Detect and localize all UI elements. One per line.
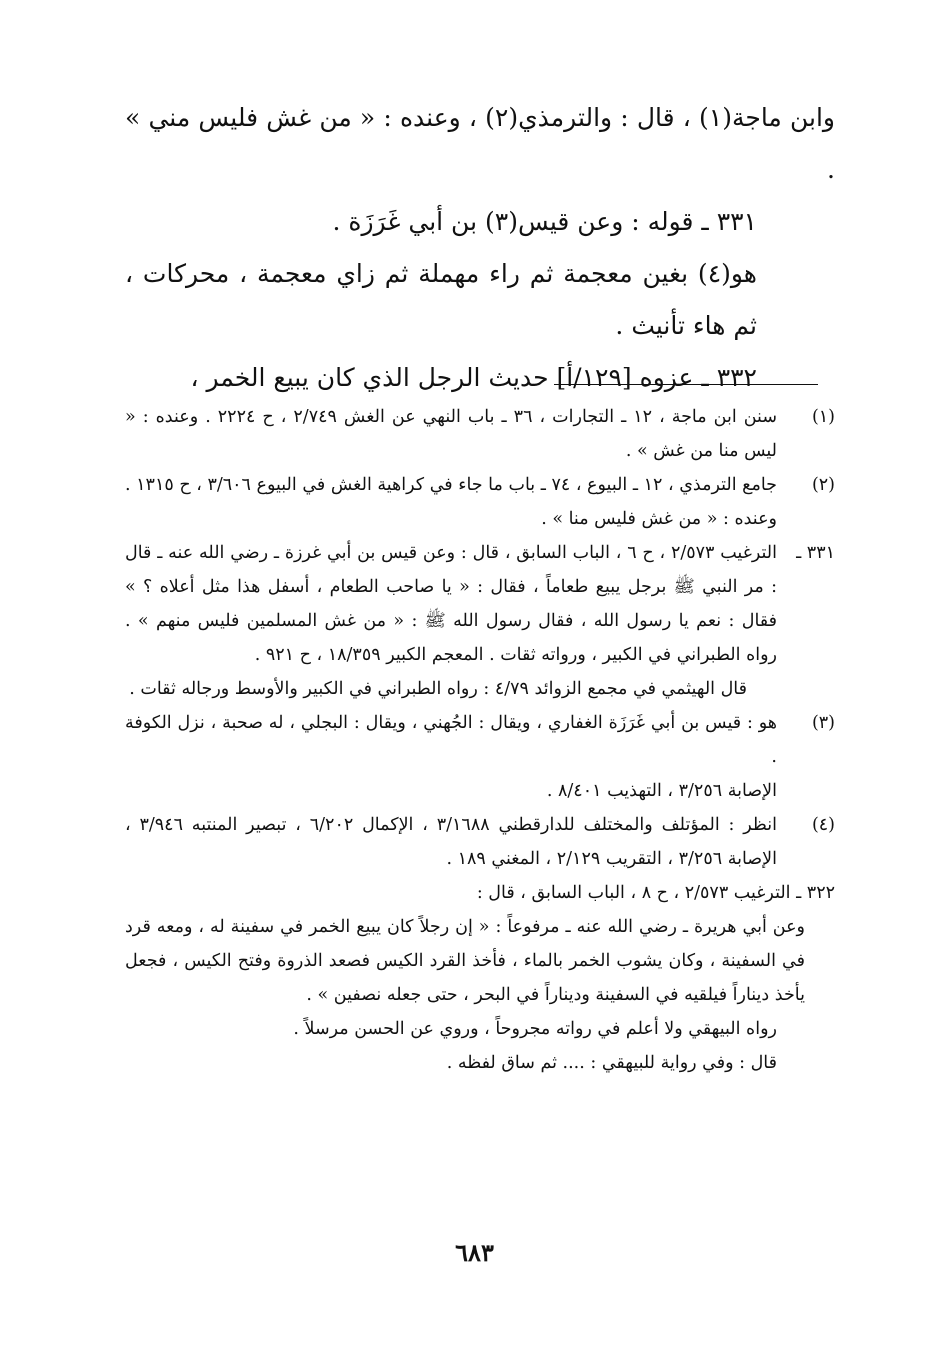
- footnote-text: الترغيب ٢/٥٧٣ ، ح ٦ ، الباب السابق ، قال : وعن قيس بن أبي غرزة ـ رضي الله عنه ـ قال : مر النبي ﷺ برجل يبيع طعاماً ، فقال : « يا صاحب الطعام ، أسفل هذا مثل أعلاه ؟ » فقال : نعم يا رسول الله ، فقال رسول الله ﷺ : « من غش المسلمين فليس منهم » . رواه الطبراني في الكبير ، ورواته ثقات . المعجم الكبير ١٨/٣٥٩ ، ح ٩٢١ .: [125, 543, 777, 665]
- main-line-entry-331: ٣٣١ ـ قوله : وعن قيس(٣) بن أبي غَرَزَة .: [332, 207, 757, 236]
- main-line-explanation: هو(٤) بغين معجمة ثم راء مهملة ثم زاي معجمة ، محركات ، ثم هاء تأنيث .: [125, 259, 757, 340]
- main-text-block: [125, 92, 835, 404]
- main-line-entry-332: ٣٣٢ ـ عزوه [١٢٩/أ] حديث الرجل الذي كان يبيع الخمر ،: [190, 363, 757, 392]
- footnote-text: جامع الترمذي ، ١٢ ـ البيوع ، ٧٤ ـ باب ما جاء في كراهية الغش في البيوع ٣/٦٠٦ ، ح ١٣١٥ . وعنده : « من غش فليس منا » .: [125, 475, 777, 529]
- footnote-marker: ٣٣١ ـ: [796, 543, 835, 563]
- footnote-1: [125, 400, 835, 468]
- footnote-3: [125, 706, 835, 808]
- footnote-text: ٣٢٢ ـ الترغيب ٢/٥٧٣ ، ح ٨ ، الباب السابق ، قال :: [476, 883, 835, 903]
- footnote-text: رواه البيهقي ولا أعلم في رواته مجروحاً ، وروي عن الحسن مرسلاً .: [293, 1019, 777, 1039]
- footnotes-block: [125, 400, 835, 1080]
- footnote-marker: (٣): [811, 713, 835, 733]
- footnote-text: قال الهيثمي في مجمع الزوائد ٤/٧٩ : رواه الطبراني في الكبير والأوسط ورجاله ثقات .: [129, 679, 747, 699]
- footnote-text: وعن أبي هريرة ـ رضي الله عنه ـ مرفوعاً : « إن رجلاً كان يبيع الخمر في سفينة له ، ومعه قرد في السفينة ، وكان يشوب الخمر بالماء ، فأخذ القرد الكيس فصعد الذروة وفتح الكيس ، فجعل يأخذ ديناراً فيلقيه في السفينة وديناراً في البحر ، حتى جعله نصفين » .: [125, 917, 805, 1005]
- footnote-text: هو : قيس بن أبي غَرَزَة الغفاري ، ويقال : الجُهني ، ويقال : البجلي ، له صحبة ، نزل الكوفة .: [125, 713, 777, 767]
- footnote-text: الإصابة ٣/٢٥٦ ، التهذيب ٨/٤٠١ .: [546, 781, 777, 801]
- footnote-322: [125, 876, 835, 1080]
- footnote-marker: (٢): [811, 475, 835, 495]
- main-line-continuation: وابن ماجة(١) ، قال : والترمذي(٢) ، وعنده : « من غش فليس مني » .: [125, 103, 835, 184]
- footnote-text: انظر : المؤتلف والمختلف للدارقطني ٣/١٦٨٨ ، الإكمال ٦/٢٠٢ ، تبصير المنتبه ٣/٩٤٦ ، الإصابة ٣/٢٥٦ ، التقريب ٢/١٢٩ ، المغني ١٨٩ .: [125, 815, 777, 869]
- footnote-text: قال : وفي رواية للبيهقي : .... ثم ساق لفظه .: [446, 1053, 777, 1073]
- footnote-text: سنن ابن ماجة ، ١٢ ـ التجارات ، ٣٦ ـ باب النهي عن الغش ٢/٧٤٩ ، ح ٢٢٢٤ . وعنده : « ليس منا من غش » .: [125, 407, 777, 461]
- footnote-separator: [554, 384, 818, 385]
- footnote-marker: (١): [811, 407, 835, 427]
- footnote-marker: (٤): [811, 815, 835, 835]
- footnote-4: [125, 808, 835, 876]
- page-number: ٦٨٣: [455, 1238, 494, 1267]
- footnote-2: [125, 468, 835, 536]
- footnote-331: [125, 536, 835, 706]
